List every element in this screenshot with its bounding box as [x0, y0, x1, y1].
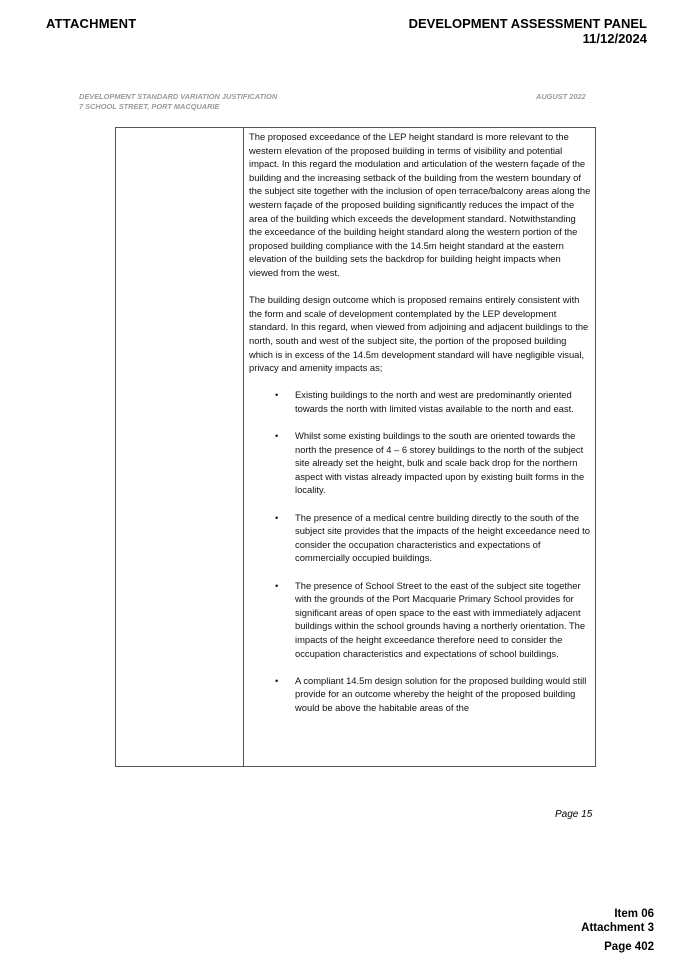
bullet-icon: •: [275, 579, 279, 591]
document-address: 7 SCHOOL STREET, PORT MACQUARIE: [79, 101, 220, 111]
footer-page-number: Page 402: [604, 941, 654, 953]
list-item: [249, 674, 591, 715]
header-panel-title: DEVELOPMENT ASSESSMENT PANEL: [408, 16, 647, 31]
paragraph-2: The building design outcome which is proposed remains entirely consistent with the form and scale of development contemplated by the LEP development standard. In this regard, when viewed from adjoining and adjacent buildings to the north, south and west of the subject site, the portion of the proposed building which is in excess of the 14.5m development standard will have negligible visual, privacy and amenity impacts as;: [249, 294, 589, 374]
paragraph-1: The proposed exceedance of the LEP height standard is more relevant to the western elevation of the proposed building in terms of visibility and potential impact. In this regard the modulation and articulation of the western façade of the building and the increasing setback of the building from the western boundary of the subject site together with the inclusion of open terrace/balcony areas along the western façade of the proposed building significantly reduces the impact of the area of the building which exceeds the development standard. Notwithstanding the exceedance of the building height standard along the western portion of the proposed building compliance with the 14.5m height standard at the eastern elevation of the building sets the backdrop for building height impacts when viewed from the west.: [249, 131, 591, 278]
content-cell: [249, 130, 591, 715]
bullet-icon: •: [275, 511, 279, 523]
document-header: [79, 92, 277, 111]
bullet-icon: •: [275, 389, 279, 401]
footer-attachment: Attachment 3: [581, 921, 654, 934]
list-item-text: The presence of School Street to the east of the subject site together with the grounds of the Port Macquarie Primary School provides for significant areas of open space to the east with immediately adjacent buildings within the school grounds having a northerly orientation. The impacts of the height exceedance therefore need to consider the occupation characteristics and expectations of school buildings.: [295, 579, 586, 659]
list-item: [249, 429, 591, 497]
footer-item: Item 06: [614, 908, 654, 920]
document-page-number: Page 15: [555, 809, 593, 820]
list-item: [249, 388, 591, 415]
list-item-text: The presence of a medical centre building directly to the south of the subject site provides that the impacts of the height exceedance need to consider the occupation characteristics and expectations of commercially occupied buildings.: [295, 511, 590, 564]
header-panel: [409, 16, 647, 46]
document-title: DEVELOPMENT STANDARD VARIATION JUSTIFICATION: [79, 92, 278, 101]
footer-item-info: [581, 908, 654, 935]
document-date: AUGUST 2022: [536, 92, 586, 101]
bullet-icon: •: [275, 430, 279, 442]
content-table: [115, 127, 596, 767]
list-item-text: Existing buildings to the north and west are predominantly oriented towards the north with limited vistas available to the north and east.: [295, 389, 574, 414]
bullet-list: [249, 388, 591, 714]
header-panel-date: 11/12/2024: [582, 31, 647, 46]
list-item-text: Whilst some existing buildings to the south are oriented towards the north the presence of 4 – 6 storey buildings to the north of the subject site already set the height, bulk and scale back drop for the northern aspect with vistas already impacted upon by existing built forms in the locality.: [295, 430, 585, 496]
header-attachment: ATTACHMENT: [46, 16, 137, 31]
list-item-text: A compliant 14.5m design solution for the proposed building would still provide for an outcome whereby the height of the proposed building would be above the habitable areas of the: [295, 674, 587, 713]
list-item: [249, 579, 591, 661]
bullet-icon: •: [275, 674, 279, 686]
list-item: [249, 511, 591, 565]
table-column-divider: [243, 128, 244, 766]
